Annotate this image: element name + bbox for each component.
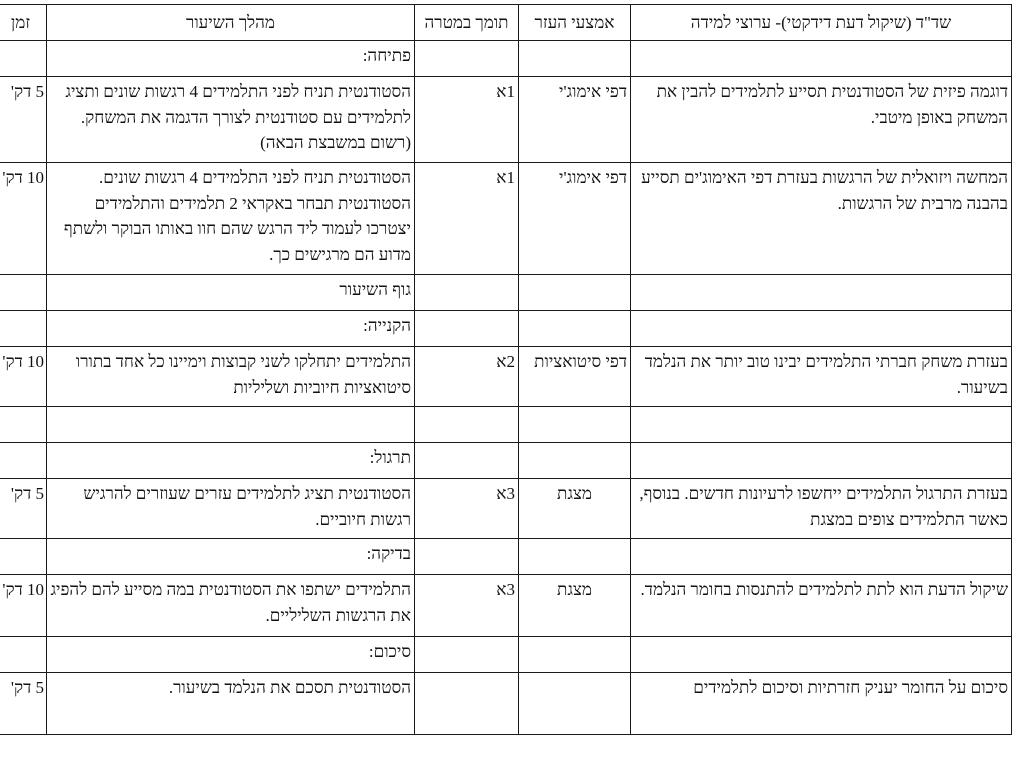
materials-cell: דפי אימוג'י xyxy=(519,77,631,163)
table-row xyxy=(0,575,1012,637)
section-row xyxy=(0,539,1012,575)
time-cell: 10 דק' xyxy=(0,575,47,637)
table-row xyxy=(0,347,1012,407)
rationale-cell: המחשה ויזואלית של הרגשות בעזרת דפי האימוג'ים תסייע בהבנה מרבית של הרגשות. xyxy=(631,163,1012,275)
header-time: זמן xyxy=(0,5,47,41)
section-row xyxy=(0,311,1012,347)
time-cell: 5 דק' xyxy=(0,77,47,163)
lesson-plan-table xyxy=(0,4,1012,735)
time-cell xyxy=(0,539,47,575)
rationale-cell xyxy=(631,311,1012,347)
objective-cell xyxy=(415,275,519,311)
rationale-cell xyxy=(631,407,1012,443)
rationale-cell: סיכום על החומר יעניק חזרתיות וסיכום לתלמידים xyxy=(631,673,1012,735)
process-cell: הסטודנטית תניח לפני התלמידים 4 רגשות שונים ותציג לתלמידים עם סטודנטית לצורך הדגמה את המשחק. (רשום במשבצת הבאה) xyxy=(47,77,415,163)
materials-cell: מצגת xyxy=(519,575,631,637)
rationale-cell: בעזרת התרגול התלמידים ייחשפו לרעיונות חדשים. בנוסף, כאשר התלמידים צופים במצגת xyxy=(631,479,1012,539)
objective-cell: 3א xyxy=(415,479,519,539)
time-cell: 10 דק' xyxy=(0,163,47,275)
header-materials: אמצעי העזר xyxy=(519,5,631,41)
time-cell xyxy=(0,275,47,311)
header-row xyxy=(0,5,1012,41)
rationale-cell xyxy=(631,637,1012,673)
materials-cell xyxy=(519,311,631,347)
objective-cell xyxy=(415,311,519,347)
objective-cell xyxy=(415,41,519,77)
time-cell xyxy=(0,407,47,443)
table-row xyxy=(0,77,1012,163)
objective-cell xyxy=(415,673,519,735)
materials-cell xyxy=(519,673,631,735)
objective-cell xyxy=(415,443,519,479)
table-row xyxy=(0,673,1012,735)
materials-cell: דפי סיטואציות xyxy=(519,347,631,407)
time-cell xyxy=(0,443,47,479)
section-title: הקנייה: xyxy=(47,311,415,347)
section-title: בדיקה: xyxy=(47,539,415,575)
objective-cell xyxy=(415,407,519,443)
process-cell: התלמידים ישתפו את הסטודנטית במה מסייע להם להפיג את הרגשות השליליים. xyxy=(47,575,415,637)
materials-cell xyxy=(519,41,631,77)
rationale-cell: דוגמה פיזית של הסטודנטית תסייע לתלמידים להבין את המשחק באופן מיטבי. xyxy=(631,77,1012,163)
materials-cell: דפי אימוג'י xyxy=(519,163,631,275)
rationale-cell xyxy=(631,539,1012,575)
process-cell xyxy=(47,407,415,443)
process-cell: הסטודנטית תניח לפני התלמידים 4 רגשות שונים. הסטודנטית תבחר באקראי 2 תלמידים והתלמידים יצטרכו לעמוד ליד הרגש שהם חוו באותו הבוקר ולשתף מדוע הם מרגישים כך. xyxy=(47,163,415,275)
section-row xyxy=(0,275,1012,311)
empty-row xyxy=(0,407,1012,443)
objective-cell: 1א xyxy=(415,77,519,163)
materials-cell xyxy=(519,637,631,673)
time-cell xyxy=(0,637,47,673)
time-cell xyxy=(0,311,47,347)
rationale-cell xyxy=(631,41,1012,77)
rationale-cell xyxy=(631,443,1012,479)
table-row xyxy=(0,479,1012,539)
rationale-cell: בעזרת משחק חברתי התלמידים יבינו טוב יותר את הנלמד בשיעור. xyxy=(631,347,1012,407)
section-title: גוף השיעור xyxy=(47,275,415,311)
materials-cell xyxy=(519,275,631,311)
objective-cell: 3א xyxy=(415,575,519,637)
objective-cell: 2א xyxy=(415,347,519,407)
objective-cell: 1א xyxy=(415,163,519,275)
materials-cell xyxy=(519,443,631,479)
time-cell: 5 דק' xyxy=(0,673,47,735)
process-cell: הסטודנטית תסכם את הנלמד בשיעור. xyxy=(47,673,415,735)
materials-cell xyxy=(519,407,631,443)
section-title: פתיחה: xyxy=(47,41,415,77)
objective-cell xyxy=(415,637,519,673)
time-cell xyxy=(0,41,47,77)
header-rationale: שד"ד (שיקול דעת דידקטי)- ערוצי למידה xyxy=(631,5,1012,41)
header-objective: תומך במטרה xyxy=(415,5,519,41)
time-cell: 5 דק' xyxy=(0,479,47,539)
rationale-cell xyxy=(631,275,1012,311)
section-title: סיכום: xyxy=(47,637,415,673)
objective-cell xyxy=(415,539,519,575)
section-row xyxy=(0,443,1012,479)
process-cell: התלמידים יתחלקו לשני קבוצות וימיינו כל אחד בתורו סיטואציות חיוביות ושליליות xyxy=(47,347,415,407)
process-cell: הסטודנטית תציג לתלמידים עזרים שעוזרים להרגיש רגשות חיוביים. xyxy=(47,479,415,539)
materials-cell xyxy=(519,539,631,575)
time-cell: 10 דק' xyxy=(0,347,47,407)
section-title: תרגול: xyxy=(47,443,415,479)
table-row xyxy=(0,163,1012,275)
header-process: מהלך השיעור xyxy=(47,5,415,41)
section-row xyxy=(0,41,1012,77)
materials-cell: מצגת xyxy=(519,479,631,539)
section-row xyxy=(0,637,1012,673)
rationale-cell: שיקול הדעת הוא לתת לתלמידים להתנסות בחומר הנלמד. xyxy=(631,575,1012,637)
